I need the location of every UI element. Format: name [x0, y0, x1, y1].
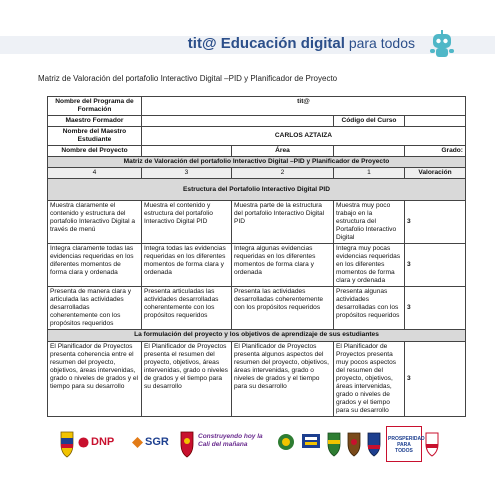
criteria-level-1: Integra muy pocas evidencias requeridas en los diferentes momentos de forma clara y ordenada — [334, 244, 405, 287]
document-title: Matriz de Valoración del portafolio Interactivo Digital –PID y Planificador de Proyecto — [38, 74, 338, 83]
program-value: tit@ — [142, 97, 466, 116]
student-label: Nombre del Maestro Estudiante — [48, 127, 142, 146]
info-row-teacher — [48, 116, 466, 127]
criteria-level-1: Muestra muy poco trabajo en la estructura del Portafolio Interactivo Digital — [334, 201, 405, 244]
level-2-header: 2 — [232, 168, 334, 179]
criteria-level-3: El Planificador de Proyectos presenta el resumen del proyecto, objetivos, áreas intervenidas, grado o niveles de grados y el tiempo para su desarrollo — [142, 342, 232, 417]
student-value: CARLOS AZTAIZA — [142, 127, 466, 146]
criteria-row — [48, 244, 466, 287]
valoracion-header: Valoración — [405, 168, 466, 179]
brand-light: para todos — [344, 35, 415, 51]
regional-shield-icon — [366, 426, 382, 460]
robot-mascot-icon — [425, 28, 459, 62]
project-label: Nombre del Proyecto — [48, 146, 142, 157]
area-value — [334, 146, 405, 157]
program-label: Nombre del Programa de Formación — [48, 97, 142, 116]
area-label: Área — [232, 146, 334, 157]
prosperidad-text: PROSPERIDAD PARA TODOS — [388, 436, 425, 454]
criteria-level-2: Presenta las actividades desarrolladas coherentemente con los propósitos requeridos — [232, 287, 334, 330]
matrix-title-row — [48, 157, 466, 168]
institution-crest-icon — [276, 426, 296, 460]
secretaria-logo-icon — [300, 426, 322, 460]
criteria-valoracion: 3 — [405, 201, 466, 244]
criteria-level-4: Muestra claramente el contenido y estructura del portafolio Interactivo Digital a través de menú — [48, 201, 142, 244]
construyendo-logo — [198, 426, 270, 460]
criteria-level-2: El Planificador de Proyectos presenta algunos aspectos del resumen del proyecto, objetivos, áreas intervenidas, grado o niveles de grados y el tiempo para su desarrollo — [232, 342, 334, 417]
level-1-header: 1 — [334, 168, 405, 179]
criteria-valoracion: 3 — [405, 287, 466, 330]
criteria-level-3: Presenta articuladas las actividades desarrolladas coherentemente con los propósitos requeridos — [142, 287, 232, 330]
criteria-row — [48, 201, 466, 244]
section1-title-row — [48, 179, 466, 201]
teacher-label: Maestro Formador — [48, 116, 142, 127]
info-row-program — [48, 97, 466, 116]
level-3-header: 3 — [142, 168, 232, 179]
criteria-valoracion: 3 — [405, 342, 466, 417]
criteria-valoracion: 3 — [405, 244, 466, 287]
prosperidad-logo — [386, 426, 425, 462]
criteria-level-1: El Planificador de Proyectos presenta muy pocos aspectos del resumen del proyecto, objetivos, áreas intervenidas, grado o niveles de grados y el tiempo para su desarrollo — [334, 342, 405, 417]
criteria-level-4: El Planificador de Proyectos presenta coherencia entre el resumen del proyecto, objetivos, áreas intervenidas, grado o niveles de grados y el tiempo para su desarrollo — [48, 342, 142, 417]
sgr-logo — [132, 426, 176, 460]
grade-label: Grado: — [405, 146, 466, 157]
course-code-label: Código del Curso — [334, 116, 405, 127]
section2-title: La formulación del proyecto y los objetivos de aprendizaje de sus estudiantes — [48, 330, 466, 342]
criteria-level-3: Integra todas las evidencias requeridas en los diferentes momentos de forma clara y ordenada — [142, 244, 232, 287]
dnp-logo — [78, 426, 124, 460]
flag-shield-icon — [424, 426, 440, 460]
brand-bold: tit@ Educación digital — [187, 35, 345, 52]
department-shield-icon — [346, 426, 362, 460]
criteria-level-2: Integra algunas evidencias requeridas en los diferentes momentos de forma clara y ordenada — [232, 244, 334, 287]
construyendo-text: Construyendo hoy la Cali del mañana — [198, 433, 263, 448]
criteria-level-2: Muestra parte de la estructura del portafolio Interactivo Digital PID — [232, 201, 334, 244]
info-row-student — [48, 127, 466, 146]
criteria-row — [48, 342, 466, 417]
criteria-row — [48, 287, 466, 330]
criteria-level-4: Presenta de manera clara y articulada las actividades desarrolladas coherentemente con los propósitos requeridos — [48, 287, 142, 330]
project-value — [142, 146, 232, 157]
levels-row — [48, 168, 466, 179]
assessment-matrix-table — [47, 96, 466, 417]
footer-logos — [60, 426, 440, 460]
criteria-level-1: Presenta algunas actividades desarrolladas con los propósitos requeridos — [334, 287, 405, 330]
sgr-text: SGR — [145, 436, 169, 448]
header-banner — [0, 28, 495, 60]
criteria-level-3: Muestra el contenido y estructura del portafolio Interactivo Digital PID — [142, 201, 232, 244]
section2-title-row — [48, 330, 466, 342]
criteria-level-4: Integra claramente todas las evidencias requeridas en los diferentes momentos de forma clara y ordenada — [48, 244, 142, 287]
section1-title: Estructura del Portafolio Interactivo Digital PID — [48, 179, 466, 201]
course-code-value — [405, 116, 466, 127]
colombia-shield-icon — [60, 426, 74, 460]
dnp-mark-icon — [78, 437, 89, 448]
dnp-text: DNP — [91, 436, 115, 448]
info-row-project — [48, 146, 466, 157]
teacher-value — [142, 116, 334, 127]
matrix-title: Matriz de Valoración del portafolio Interactivo Digital –PID y Planificador de Proyecto — [48, 157, 466, 168]
municipal-shield-icon — [326, 426, 342, 460]
brand-logo-text — [188, 28, 415, 59]
cali-shield-icon — [180, 426, 194, 460]
level-4-header: 4 — [48, 168, 142, 179]
sgr-mark-icon — [132, 437, 143, 448]
